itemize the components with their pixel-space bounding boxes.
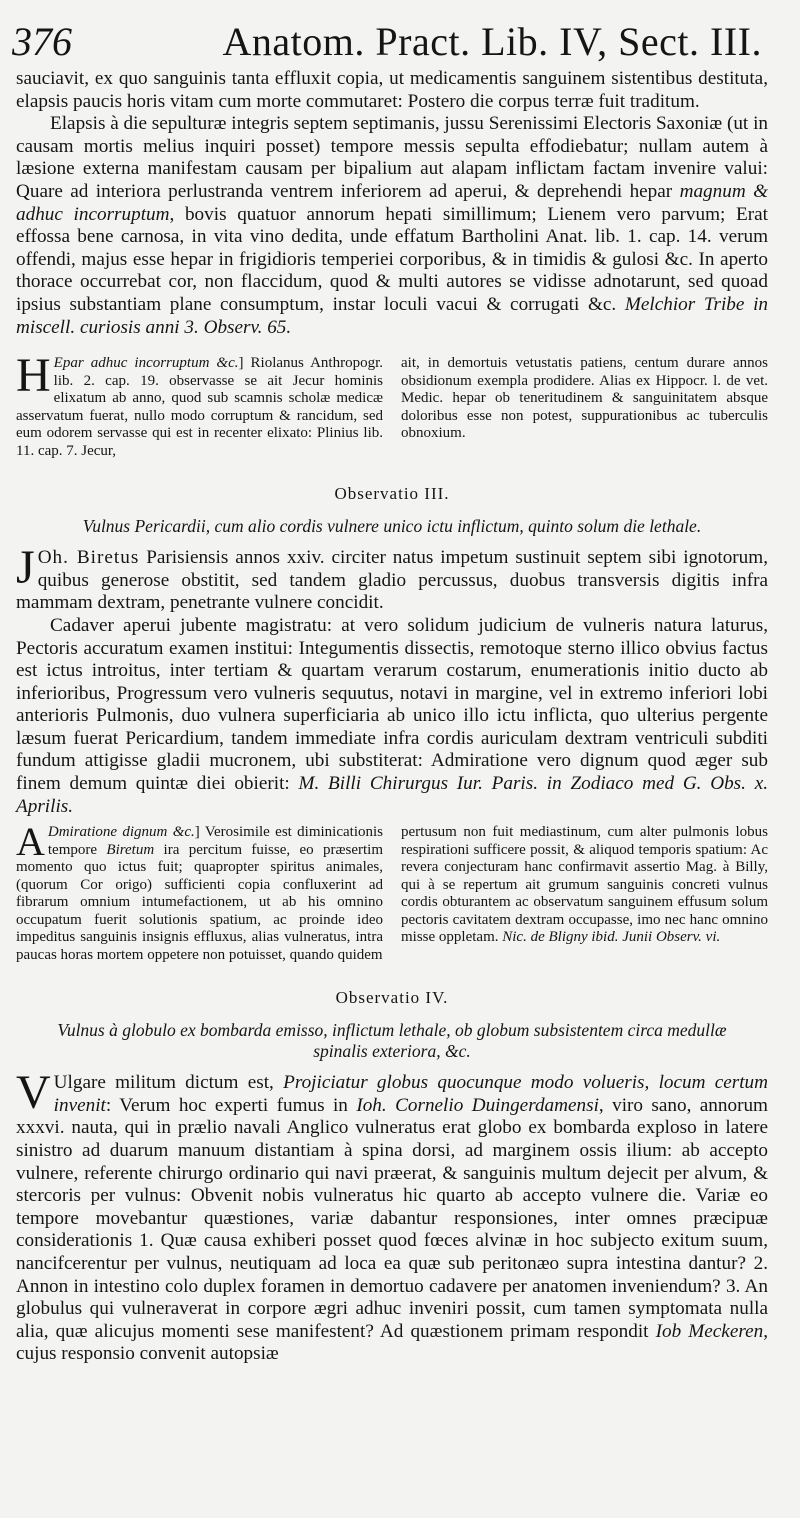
commentary-text: pertusum non fuit mediastinum, cum alter pulmonis lobus respirationi sufficere possit, & aliquod temporis spatium: Ac revera conjecturam hanc confirmavit assertio Mag. à Billy, qui à se repertum ait grumum sanguinis concreti vulnus cordis obturantem ac observatum sanguinem effusum solum pectoris cavitatem dextram occupasse, imo nec hanc omnino misse oppletam. — [401, 824, 768, 946]
commentary-admiratione-left — [16, 819, 384, 964]
exhumation-citation: Melchior Tribe in miscell. curiosis anni 3. Observ. 65. — [16, 293, 768, 338]
running-title: Anatom. Pract. Lib. IV, Sect. III. — [222, 19, 762, 64]
observation-4-heading: Observatio IV. — [335, 988, 449, 1008]
observation-4-subtitle: Vulnus à globulo ex bombarda emisso, inflictum lethale, ob globum subsistentem circa medullæ spinalis exteriora, &c. — [57, 1020, 727, 1062]
observation-3-text-2: Cadaver aperui jubente magistratu: at vero solidum judicium de vulneris natura laturus, Pectoris accuratum examen institui: Integumentis dissectis, remotoque sterno illico obvius factus est ictus introitus, inter tertiam & quartam verarum costarum, enumerationis initio ducto ab inferioribus, Progressum vero vulneris sequutus, notavi in margine, vel in extremo inferiori lobi anterioris Pulmonis, duo vulnera superficiaria ab unico illo ictu inflicta, quo ulterius pergente læsum fuerat Pericardium, tandem immediate infra cordis auriculam dextram ventriculi subditi fundum attigisse gladii mucronem, ubi substiterat: Admiratione vero dignum quod æger sub finem demum quintæ diei obierit: — [16, 614, 768, 795]
observation-3-text: Parisiensis annos xxiv. circiter natus impetum sustinuit septem sibi ignotorum, quibus generose obstitit, sed tandem gladio percussus, duobus transversis digitis infra mammam dextram, penetrante vulnere concidit. — [16, 547, 768, 614]
exhumation-text-rest: , bovis quatuor annorum hepati simillimum; Lienem vero parvum; Erat effossa bene carnosa, in vita vino dedita, unde effatum Bartholini Anat. lib. 1. cap. 14. verum offendi, majus esse hepar in frigidioris temperiei corporibus, & in timidis & gulosi &c. In aperto thorace occurrebat cor, non flaccidum, quod & multi autores se vidisse adnotarunt, sed quoad ipsius substantiam plane consumptum, instar loculi vacui & corrugati &c. — [16, 203, 768, 315]
commentary-hepar — [16, 349, 768, 460]
commentary-admiratione-right — [401, 824, 768, 964]
respondent-name: Iob Meckeren — [655, 1320, 764, 1342]
observation-3-paragraph-2 — [16, 615, 768, 818]
page-number: 376 — [12, 19, 72, 64]
patient-name: Oh. Biretus — [37, 547, 140, 569]
proverb: Projiciatur globus quocunque modo volueris, locum certum invenit — [53, 1072, 768, 1116]
commentary-hepar-left — [16, 349, 383, 460]
continued-paragraph: sauciavit, ex quo sanguinis tanta effluxit copia, ut medicamentis sanguinem sistentibus destituta, elapsis paucis horis vitam cum morte commutaret: Postero die corpus terræ fuit traditum. — [16, 68, 768, 112]
commentary-admiratione — [16, 819, 768, 964]
running-header — [10, 18, 790, 68]
observation-4-text-2: : Verum hoc experti fumus in — [105, 1094, 348, 1116]
commentary-citation: Nic. de Bligny ibid. Junii Observ. vi. — [502, 929, 721, 946]
exhumation-paragraph — [16, 113, 768, 339]
commentary-hepar-right: ait, in demortuis vetustatis patiens, centum durare annos obsidionum exempla prodidere. Alias ex Hippocr. l. de vet. Medic. hepar ob teneritudinem & sanguinitatem absque doloribus esse non potest, suppurationibus ac tuberculis obnoxium. — [401, 355, 768, 442]
observation-4-paragraph — [16, 1066, 768, 1366]
observation-3-paragraph-1 — [16, 541, 768, 615]
drop-cap: V — [16, 1066, 51, 1120]
drop-cap: J — [16, 541, 35, 595]
commentary-text-2: ira percitum fuisse, eo præsertim momento quo ictus fuit; quapropter spiritus animales, (quorum Cor origo) sufficienti copia confluxerint ad fibrarum omnium intumefactionem, ut ab his omnino occupatum fuerit solutionis spatium, ac proinde ideo impeditus sanguinis insignis effluxus, alias vulneratus, intra paucas horas mortem oppetere non potuisset, quando quidem — [16, 841, 384, 963]
observation-3-heading: Observatio III. — [334, 484, 450, 504]
observation-4-text: Ulgare militum dictum est, — [53, 1072, 274, 1094]
exhumation-emphasis: magnum & adhuc incorruptum — [16, 180, 768, 225]
observation-4-text-3: , viro sano, annorum xxxvi. nauta, qui in prælio navali Anglico vulneratus erat globo ex bombarda exploso in latere sinistro ad duarum manuum distantiam à spina dorsi, ad marginem ossis ilium: ab accepto vulnere, referente chirurgo ordinario qui navi præerat, & sanguinis multum dejecit per alvum, & stercoris per vulnus: Obvenit nobis vulneratus hic quarto ab accepto vulnere die. Variæ eo tempore movebantur quæstiones, variæ dabantur responsiones, inter omnes præcipuæ considerationis 1. Quæ causa exhiberi posset quod fœces alvinæ in hoc subjecto exitum suum, nancifcerentur per vulnus, neutiquam ad loca ea quæ sub peritonæo supra intestina dantur? 2. Annon in intestino colo duplex foramen in demortuo cadavere per anatomen inveniendum? 3. An globulus qui vulneraverat in corpore ægri adhuc inveniri possit, cum tamen symptomata nulla alia, quæ alicujus momenti sese manifestent? Ad quæstionem primam respondit — [16, 1094, 768, 1342]
observation-4-text-4: , cujus responsio convenit autopsiæ — [16, 1320, 768, 1365]
patient-name: Ioh. Cornelio Duingerdamensi — [356, 1094, 599, 1116]
patient-name: Biretum — [106, 841, 155, 858]
page-body — [16, 68, 768, 1366]
drop-cap: A — [16, 819, 45, 865]
commentary-lemma: Dmiratione dignum &c. — [47, 824, 195, 841]
exhumation-text: Elapsis à die sepulturæ integris septem septimanis, jussu Serenissimi Electoris Saxoniæ (ut in causam mortis melius inquiri posset) tempore messis sepulta effodiebatur; nullam autem à læsione externa manifestam causam per bipalium aut alapam inflictam factam invenire valui: Quare ad interiora perlustranda ventrem inferiorem ad aperui, & deprehendi hepar — [16, 113, 768, 202]
commentary-lemma: Epar adhuc incorruptum &c. — [53, 355, 239, 372]
observation-3-subtitle: Vulnus Pericardii, cum alio cordis vulnere unico ictu inflictum, quinto solum die lethale. — [82, 516, 702, 537]
commentary-text: ] Riolanus Anthropogr. lib. 2. cap. 19. observasse se ait Jecur hominis elixatum ab anno, quod sub scamnis scholæ medicæ asservatum fuerat, nullo modo corruptum & rancidum, sed eum odorem servasse qui est in recenter elixato: Plinius lib. 11. cap. 7. Jecur, — [16, 355, 383, 459]
commentary-text: ] Verosimile est diminicationis tempore — [47, 824, 383, 858]
drop-cap: H — [16, 349, 51, 403]
observation-3-citation: M. Billi Chirurgus Iur. Paris. in Zodiaco med G. Obs. x. Aprilis. — [16, 773, 769, 817]
